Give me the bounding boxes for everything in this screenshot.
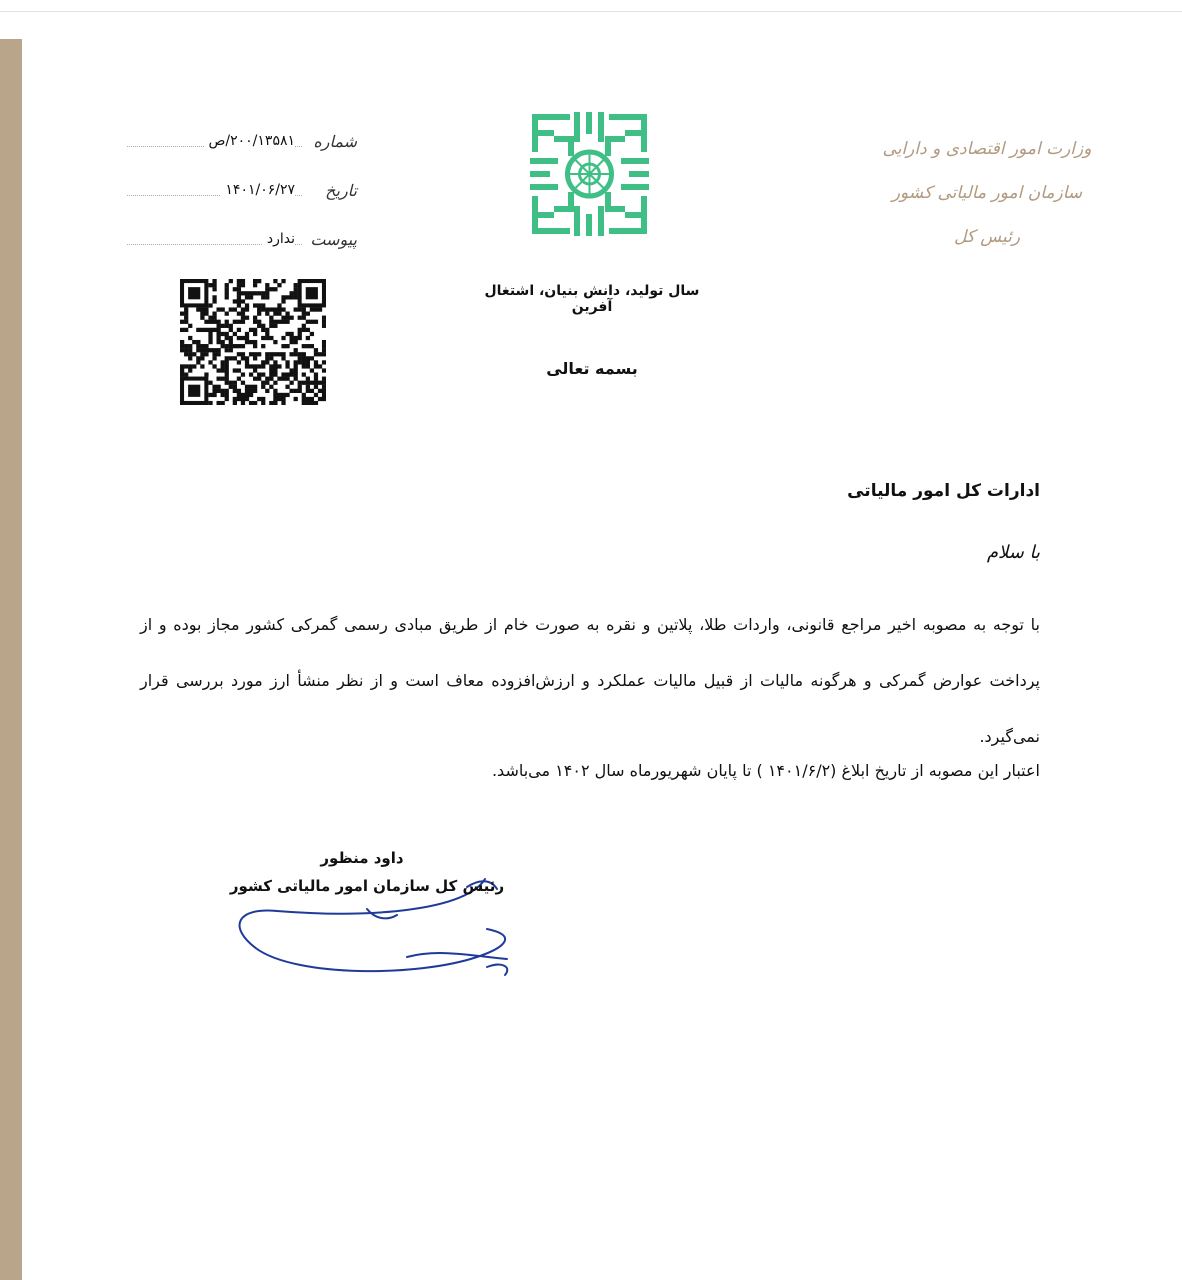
letter-number: ۲۰۰/۱۳۵۸۱/ص (204, 133, 295, 149)
office-line: رئیس کل (953, 227, 1021, 247)
qr-code-icon (180, 279, 326, 405)
background-edge (0, 39, 22, 1280)
attachment-value: ندارد (263, 231, 295, 247)
attachment-label: پیوست (310, 230, 357, 249)
letter-date: ۱۴۰۱/۰۶/۲۷ (221, 182, 295, 198)
recipient: ادارات کل امور مالیاتی (847, 481, 1040, 501)
main-paragraph: با توجه به مصوبه اخیر مراجع قانونی، واردات طلا، پلاتین و نقره به صورت خام از طریق مبادی رسمی گمرکی کشور مجاز بوده و از پرداخت عوارض گمرکی و هرگونه مالیات از قبیل مالیات عملکرد و ارزش‌افزوده معاف است و از نظر منشأ ارز مورد بررسی قرار نمی‌گیرد. (140, 615, 1040, 746)
greeting: با سلام (986, 542, 1040, 563)
invocation: بسمه تعالی (546, 359, 638, 378)
ministry-letterhead (872, 127, 1102, 259)
letter-number-row (127, 127, 357, 153)
letter-number-label: شماره (313, 132, 357, 151)
signer-title: رئیس کل سازمان امور مالیاتی کشور (229, 877, 505, 895)
ministry-line: وزارت امور اقتصادی و دارایی (882, 139, 1092, 159)
year-slogan: سال تولید، دانش بنیان، اشتغال آفرین (484, 283, 700, 315)
handwritten-signature-icon (217, 849, 547, 999)
top-divider (0, 11, 1182, 12)
organization-line: سازمان امور مالیاتی کشور (891, 183, 1083, 203)
letter-date-label: تاریخ (325, 181, 357, 200)
signer-name: داود منظور (320, 849, 404, 867)
letter-page (22, 39, 1182, 1280)
tax-organization-logo-icon (527, 109, 652, 239)
attachment-row (127, 225, 357, 251)
letter-date-row (127, 176, 357, 202)
validity-note: اعتبار این مصوبه از تاریخ ابلاغ (۱۴۰۱/۶/۲ ) تا پایان شهریورماه سال ۱۴۰۲ می‌باشد. (491, 761, 1040, 780)
